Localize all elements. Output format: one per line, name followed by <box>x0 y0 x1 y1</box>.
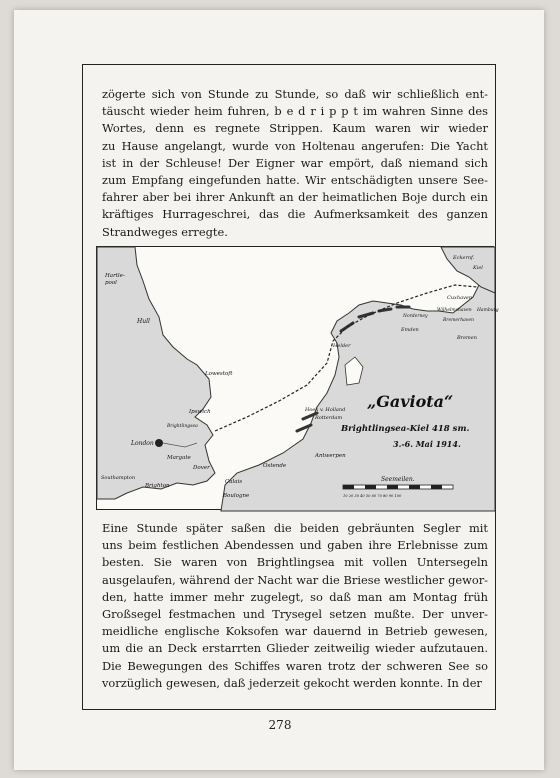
text-line: Die Bewegungen des Schiffes waren trotz der schweren See so <box>102 658 488 673</box>
map-drawing <box>97 247 499 511</box>
svg-text:Lowestoft: Lowestoft <box>205 371 233 377</box>
map-scale-label: Seemeilen. <box>381 476 415 483</box>
svg-text:Brighton: Brighton <box>145 483 170 489</box>
text-line: Strandweges erregte. <box>102 224 228 239</box>
text-line: ausgelaufen, während der Nacht war die Briese westlicher gewor- <box>102 572 488 587</box>
paragraph-1 <box>102 86 488 241</box>
text-line: zu Hause angelangt, wurde von Holtenau angerufen: Die Yacht <box>102 138 488 153</box>
text-line: uns beim festlichen Abendessen und gaben ihre Erlebnisse zum <box>102 538 488 553</box>
svg-text:Norderney: Norderney <box>403 314 428 319</box>
text-line: kräftiges Hurrageschrei, das die Aufmerksamkeit des ganzen <box>102 207 488 222</box>
svg-text:pool: pool <box>105 280 117 286</box>
svg-text:Kiel: Kiel <box>473 265 483 271</box>
svg-text:Calais: Calais <box>225 479 243 485</box>
page-number: 278 <box>268 718 292 732</box>
svg-text:Ipswich: Ipswich <box>189 409 211 415</box>
svg-text:Boulogne: Boulogne <box>223 493 250 499</box>
svg-text:Hull: Hull <box>137 318 150 325</box>
svg-text:Eckernf.: Eckernf. <box>453 255 475 261</box>
text-line: ist in der Schleuse! Der Eigner war empört, daß niemand sich <box>102 155 488 170</box>
text-line: besten. Sie waren von Brightlingsea mit vollen Untersegeln <box>102 555 488 570</box>
paragraph-2 <box>102 520 488 692</box>
svg-text:Emden: Emden <box>401 327 419 333</box>
text-line: vorzüglich gewesen, daß jederzeit gekocht werden konnte. In der <box>102 675 482 690</box>
scale-bar <box>343 485 453 489</box>
svg-text:Hamburg: Hamburg <box>477 308 499 313</box>
text-line: meidliche englische Koksofen war dauernd in Betrieb gewesen, <box>102 624 488 639</box>
text-line: Großsegel festmachen und Trysegel setzen mußte. Der unver- <box>102 607 488 622</box>
svg-text:Southampton: Southampton <box>101 475 136 481</box>
text-line: fahrer aber bei ihrer Ankunft an der heimatlichen Boje durch ein <box>102 190 488 205</box>
svg-text:Hartle-: Hartle- <box>105 273 125 279</box>
svg-text:Ostende: Ostende <box>263 463 287 469</box>
text-line: Eine Stunde später saßen die beiden gebräunten Segler mit <box>102 521 488 535</box>
svg-text:Hoek v. Holland: Hoek v. Holland <box>305 407 346 413</box>
svg-text:Helder: Helder <box>333 343 351 349</box>
text-line: zögerte sich von Stunde zu Stunde, so daß wir schließlich ent- <box>102 87 488 101</box>
map-route: Brightlingsea-Kiel 418 sm. <box>341 424 470 434</box>
map-title: „Gaviota“ <box>367 392 454 411</box>
svg-text:Bremerhaven: Bremerhaven <box>443 318 474 323</box>
svg-text:Cuxhaven: Cuxhaven <box>447 295 473 301</box>
text-line: um die an Deck erstarrten Glieder zeitweilig wieder aufzutauen. <box>102 641 488 656</box>
route-map <box>96 246 499 510</box>
svg-text:Antwerpen: Antwerpen <box>315 453 346 459</box>
svg-text:Margate: Margate <box>167 455 191 461</box>
text-line: täuscht wieder heim fuhren, b e d r i p p t im wahren Sinne des <box>102 104 488 119</box>
london-dot <box>155 439 163 447</box>
svg-text:Brightlingsea: Brightlingsea <box>167 424 198 429</box>
svg-text:London: London <box>131 440 154 447</box>
map-scale-ticks: 10 20 30 40 50 60 70 80 90 100 <box>343 494 402 498</box>
map-date: 3.-6. Mai 1914. <box>393 439 461 449</box>
text-line: Wortes, denn es regnete Strippen. Kaum waren wir wieder <box>102 121 488 136</box>
text-line: den, hatte immer mehr zugelegt, so daß man am Montag früh <box>102 589 488 604</box>
svg-text:Dover: Dover <box>193 465 210 471</box>
svg-text:Rotterdam: Rotterdam <box>315 415 343 421</box>
svg-text:Wilhelmshaven: Wilhelmshaven <box>437 308 472 313</box>
text-line: zum Empfang eingefunden hatte. Wir entschädigten unsere See- <box>102 173 488 188</box>
svg-text:Bremen: Bremen <box>457 335 477 341</box>
